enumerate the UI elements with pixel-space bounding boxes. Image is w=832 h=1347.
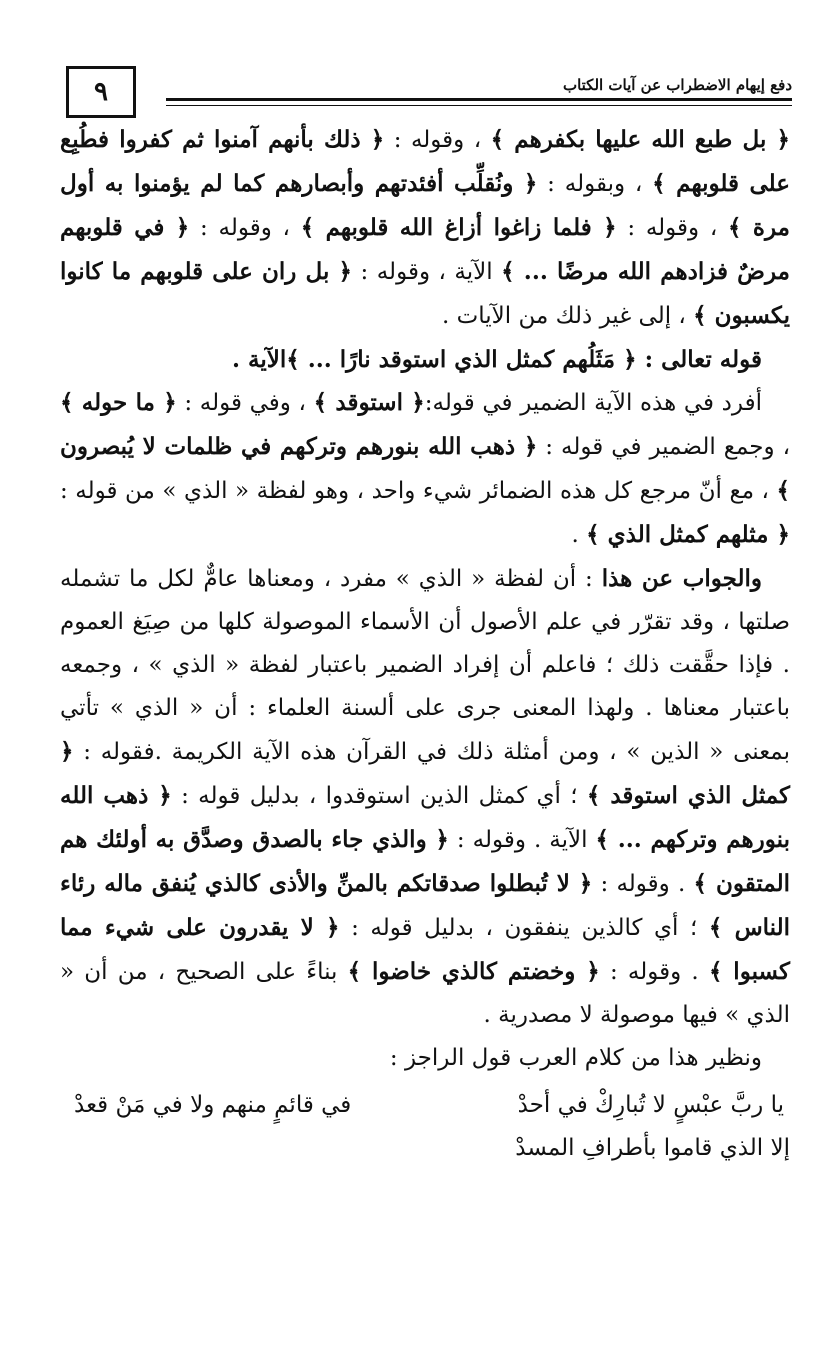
quran-quote: ﴿ بل ران على قلوبهم ما كانوا يكسبون ﴾ (60, 258, 790, 329)
text-run: بناءً على الصحيح ، من أن « الذي » فيها موصولة لا مصدرية . (60, 959, 790, 1028)
quran-quote: ﴿ ذهب الله بنورهم وتركهم في ظلمات لا يُبصرون ﴾ (60, 433, 790, 504)
text-run: ، وقوله : (189, 215, 301, 241)
text-run: الآية . وقوله : (448, 827, 596, 853)
text-run: ، إلى غير ذلك من الآيات . (442, 303, 694, 329)
text-run: ، وقوله : (616, 215, 729, 241)
poem-hemistich: في قائمٍ منهم ولا في مَنْ قعدْ (74, 1092, 352, 1118)
paragraph-pronoun-question (60, 381, 790, 557)
header-rule-thick (166, 98, 792, 101)
page-body (60, 118, 790, 1170)
quran-quote: ﴿ استوقد ﴾ (313, 389, 425, 416)
text-run: ، وفي قوله : (176, 390, 314, 416)
text-run: : أن لفظة « الذي » مفرد ، ومعناها عامٌّ لكل ما تشمله صلتها ، وقد تقرّر في علم الأصول أن الأسماء الموصولة كلها من صِيَغ العموم . فإذا حقَّقت ذلك ؛ فاعلم أن إفراد الضمير باعتبار لفظة « الذي » ، وجمعه باعتبار معناها . ولهذا المعنى جرى على ألسنة العلماء : أن « الذي » تأتي بمعنى « الذين » ، ومن أمثلة ذلك في القرآن هذه الآية الكريمة .فقوله : (60, 566, 790, 765)
quran-quote: ﴿ فلما زاغوا أزاغ الله قلوبهم ﴾ (300, 214, 617, 241)
quran-quote: ﴿ كمثل الذي استوقد ﴾ (60, 738, 791, 809)
paragraph-answer (60, 557, 790, 1037)
quran-quote: ﴿ ذهب الله بنورهم وتركهم ... ﴾ (60, 782, 790, 853)
verse-heading: قوله تعالى : ﴿ مَثَلُهم كمثل الذي استوقد نارًا ... ﴾الآية . (231, 346, 762, 373)
text-run: الآية ، وقوله : (352, 259, 502, 285)
quran-quote: ﴿ ونُقلِّب أفئدتهم وأبصارهم كما لم يؤمنوا به أول مرة ﴾ (60, 170, 790, 241)
quran-quote: ﴿ ذلك بأنهم آمنوا ثم كفروا فطُبِع على قلوبهم ﴾ (60, 126, 790, 197)
text-run: ، وجمع الضمير في قوله : (537, 434, 790, 460)
poem-verse (60, 1084, 790, 1170)
quran-quote: ﴿ والذي جاء بالصدق وصدَّق به أولئك هم المتقون ﴾ (60, 826, 790, 897)
poem-line: إلا الذي قاموا بأطرافِ المسدْ (515, 1135, 790, 1161)
text-run: . وقوله : (592, 871, 694, 897)
text-run: ؛ أي كمثل الذين استوقدوا ، بدليل قوله : (171, 783, 587, 809)
text-run: ؛ أي كالذين ينفقون ، بدليل قوله : (339, 915, 709, 941)
quran-quote: ﴿ لا يقدرون على شيء مما كسبوا ﴾ (60, 914, 790, 985)
quran-quote: ﴿ وخضتم كالذي خاضوا ﴾ (347, 958, 600, 985)
answer-label: والجواب عن هذا (601, 565, 762, 592)
paragraph-poem-intro: ونظير هذا من كلام العرب قول الراجز : (389, 1045, 762, 1071)
quran-quote: ﴿ بل طبع الله عليها بكفرهم ﴾ (490, 126, 790, 153)
page-number: ٩ (66, 66, 136, 118)
quran-quote: ﴿ في قلوبهم مرضٌ فزادهم الله مرضًا ... ﴾ (60, 214, 790, 285)
text-run: ، وبقوله : (537, 171, 653, 197)
running-header-title: دفع إيهام الاضطراب عن آيات الكتاب (562, 76, 792, 94)
text-run: ، وقوله : (384, 127, 491, 153)
text-run: . (571, 522, 587, 548)
text-run: ، مع أنّ مرجع كل هذه الضمائر شيء واحد ، وهو لفظة « الذي » من قوله : (60, 478, 777, 504)
paragraph-verses-list (60, 118, 790, 338)
poem-hemistich: يا ربَّ عبْسٍ لا تُبارِكْ في أحدْ (517, 1092, 784, 1118)
quran-quote: ﴿ لا تُبطلوا صدقاتكم بالمنِّ والأذى كالذي يُنفق ماله رئاء الناس ﴾ (60, 870, 791, 941)
header-rule-thin (166, 105, 792, 106)
text-run: أفرد في هذه الآية الضمير في قوله: (424, 390, 762, 416)
poem-line (60, 1084, 790, 1127)
text-run: . وقوله : (599, 959, 709, 985)
quran-quote: ﴿ مثلهم كمثل الذي ﴾ (586, 521, 790, 548)
quran-quote: ﴿ ما حوله ﴾ (60, 389, 177, 416)
